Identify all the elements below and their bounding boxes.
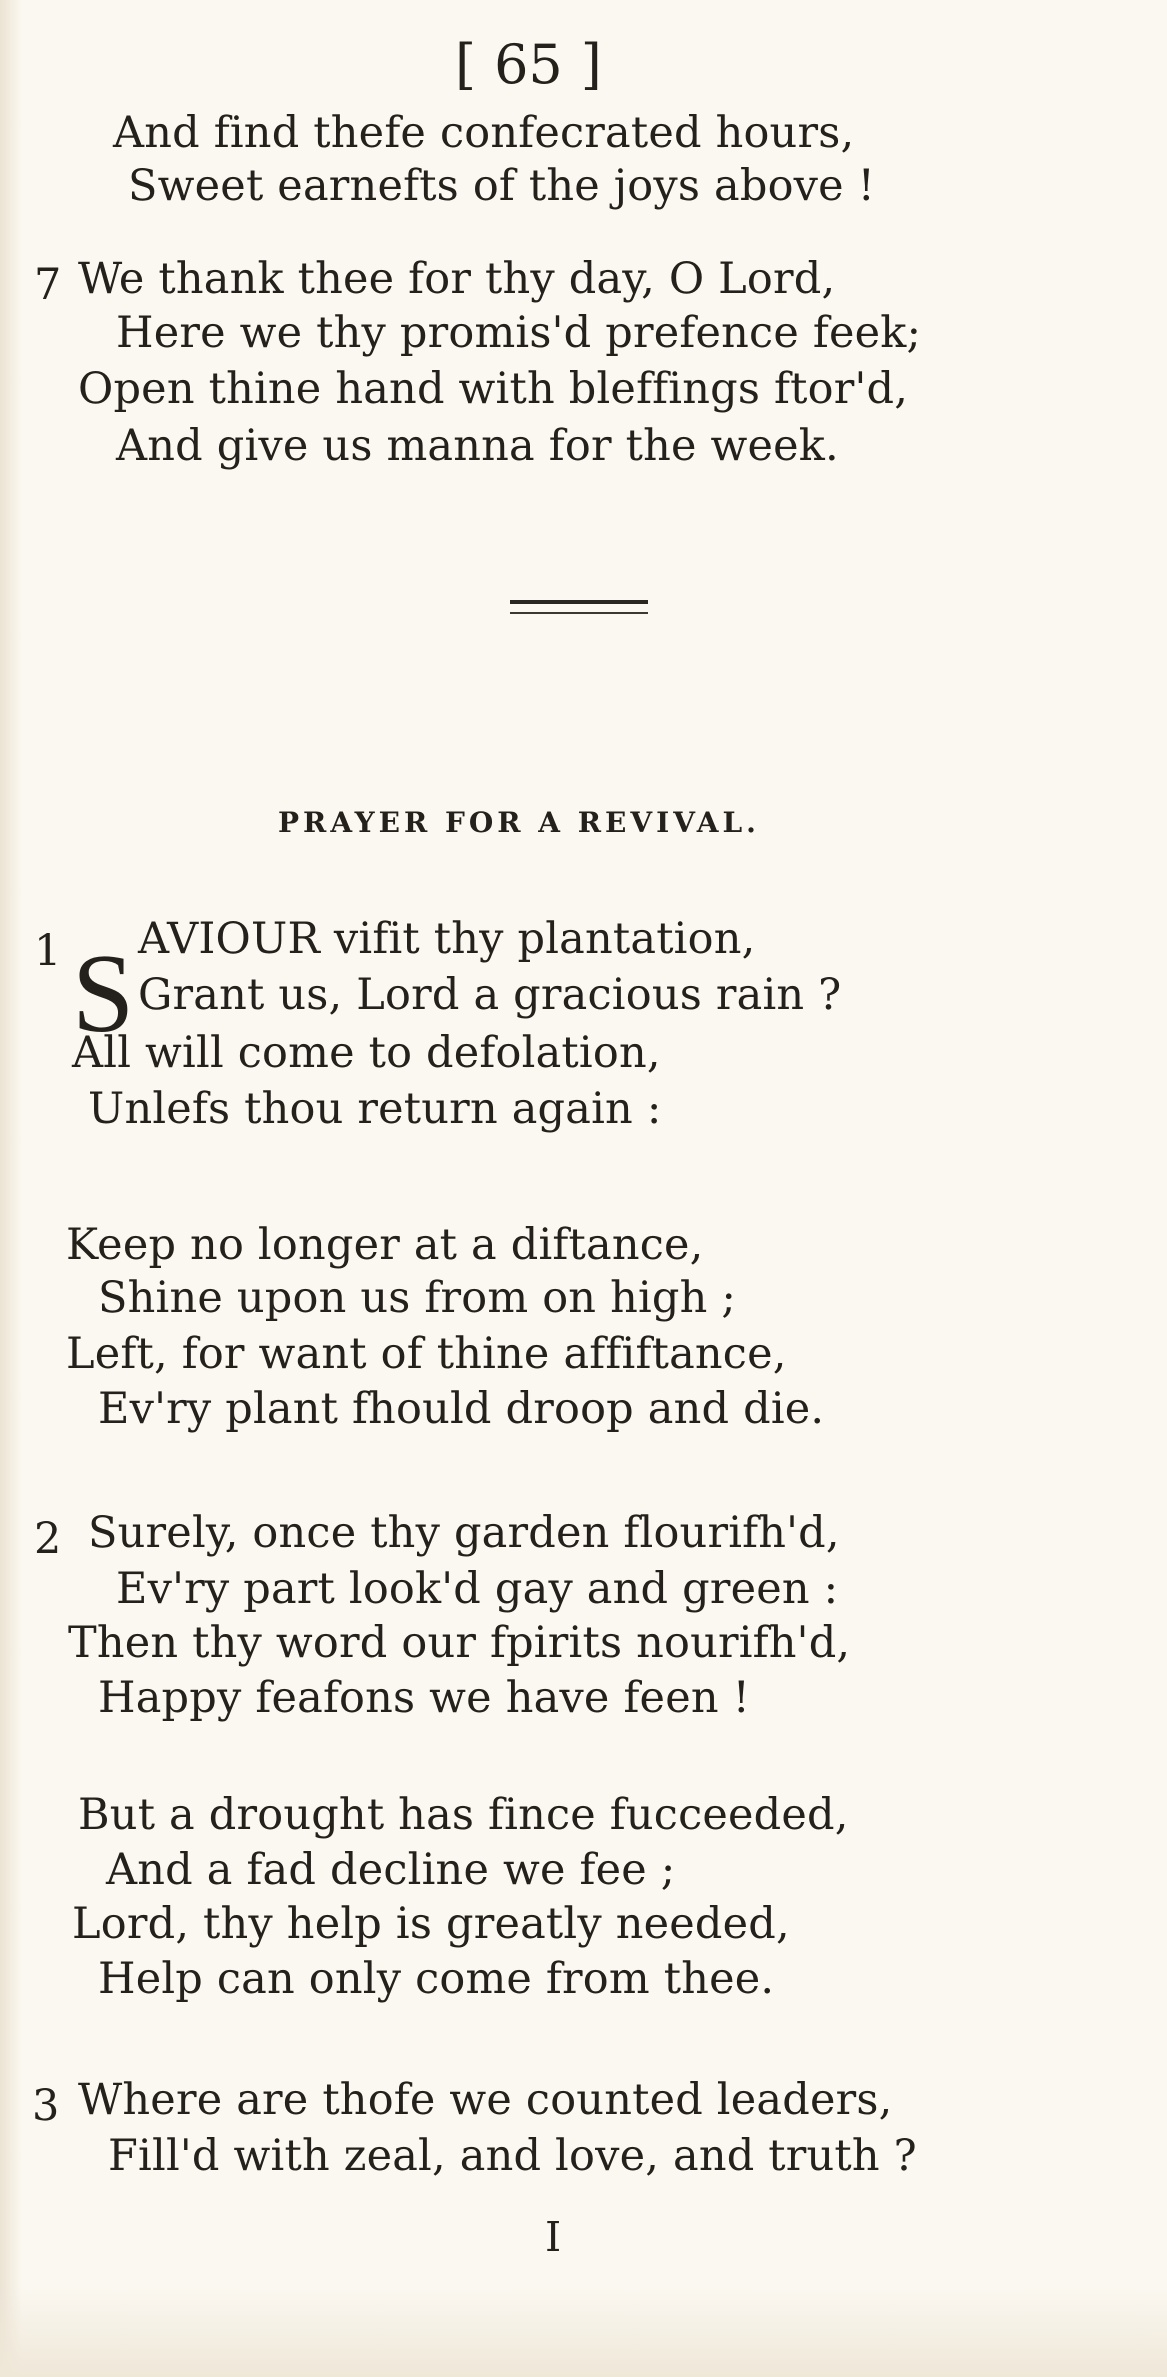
text-line: Ev'ry plant fhould droop and die.	[98, 1384, 825, 1434]
drop-cap: S	[72, 932, 135, 1056]
signature-mark: I	[545, 2213, 562, 2261]
text-line: Unlefs thou return again :	[88, 1084, 662, 1134]
verse-number: 7	[34, 260, 62, 310]
header-open-bracket: [	[455, 33, 477, 96]
text-line: Ev'ry part look'd gay and green :	[116, 1564, 839, 1614]
text-line: Where are thofe we counted leaders,	[78, 2075, 893, 2125]
text-line: Lord, thy help is greatly needed,	[72, 1899, 790, 1949]
text-line: Here we thy promis'd prefence feek;	[116, 308, 922, 358]
page-left-shadow	[0, 0, 22, 2377]
page-header	[455, 33, 602, 96]
page-bottom-shadow	[0, 2287, 1167, 2377]
text-line: And give us manna for the week.	[116, 421, 839, 471]
text-line: Surely, once thy garden flourifh'd,	[88, 1508, 840, 1558]
header-close-bracket: ]	[580, 33, 602, 96]
text-line: AVIOUR vifit thy plantation,	[138, 914, 756, 964]
text-line: Shine upon us from on high ;	[98, 1273, 737, 1323]
text-line: And a fad decline we fee ;	[106, 1845, 676, 1895]
divider-rule-thin	[510, 612, 648, 614]
text-line: Help can only come from thee.	[98, 1954, 775, 2004]
text-line: All will come to defolation,	[72, 1028, 661, 1078]
text-line: But a drought has fince fucceeded,	[78, 1790, 849, 1840]
section-divider	[510, 600, 648, 622]
text-line: Left, for want of thine affiftance,	[66, 1329, 787, 1379]
text-line: And find thefe confecrated hours,	[113, 108, 855, 158]
text-line: Open thine hand with bleffings ftor'd,	[78, 364, 909, 414]
text-line: Sweet earnefts of the joys above !	[128, 161, 876, 211]
text-line: Keep no longer at a diftance,	[66, 1220, 704, 1270]
verse-number: 3	[32, 2081, 60, 2131]
hymn-title: PRAYER FOR A REVIVAL.	[278, 806, 760, 839]
text-line: Happy feafons we have feen !	[98, 1673, 751, 1723]
text-line: We thank thee for thy day, O Lord,	[78, 254, 836, 304]
verse-number: 1	[34, 926, 62, 976]
page-number: 65	[494, 33, 563, 96]
text-line: Then thy word our fpirits nourifh'd,	[68, 1618, 851, 1668]
verse-number: 2	[34, 1514, 62, 1564]
text-line: Fill'd with zeal, and love, and truth ?	[108, 2131, 917, 2181]
divider-rule-thick	[510, 600, 648, 604]
text-line: Grant us, Lord a gracious rain ?	[138, 970, 842, 1020]
